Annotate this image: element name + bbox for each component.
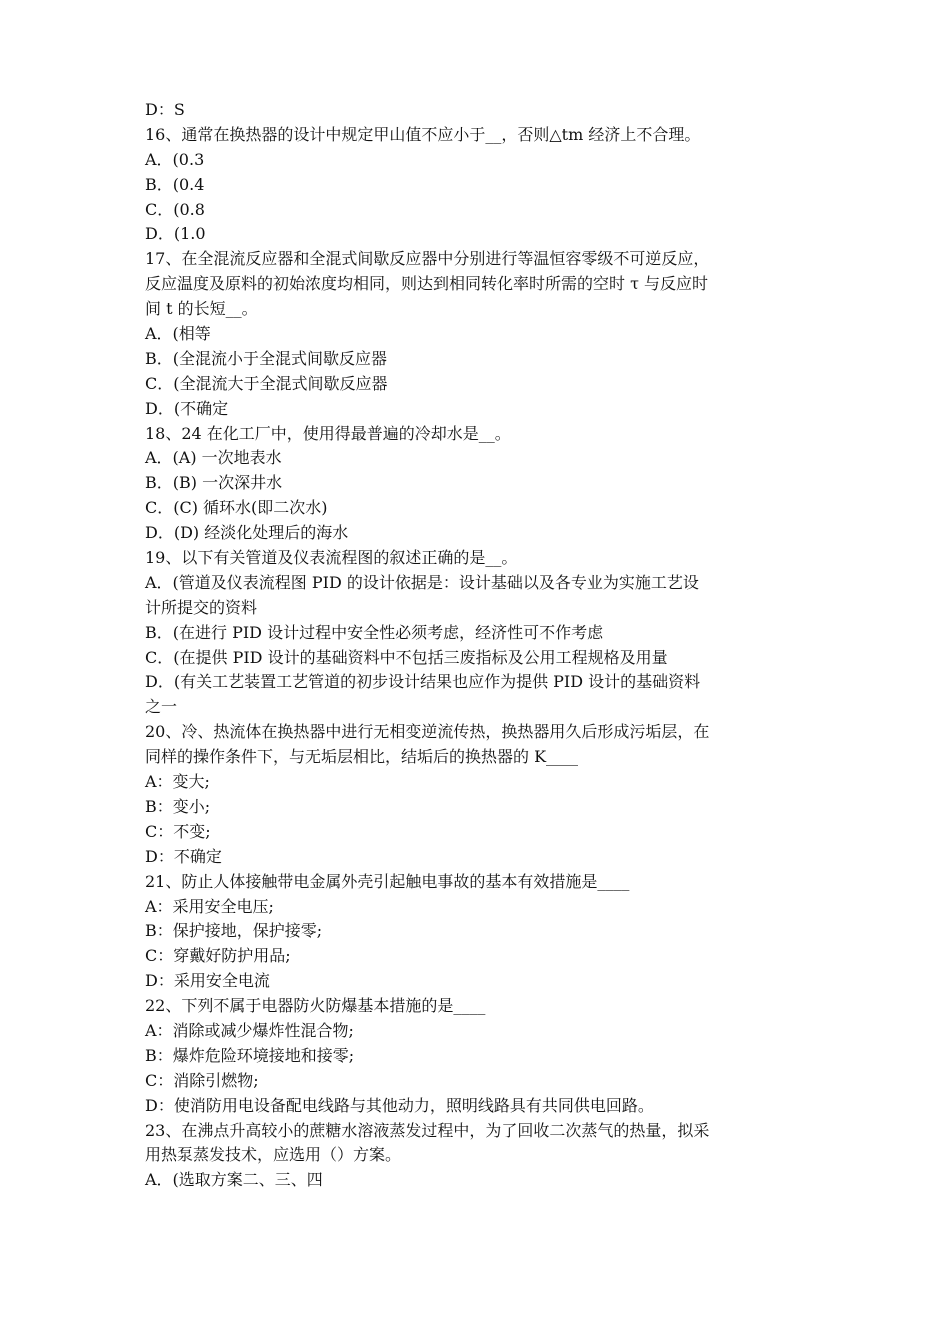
option-b: B．(0.4 [145, 174, 205, 194]
question-text: 用热泵蒸发技术，应选用（）方案。 [145, 1145, 402, 1165]
option-b: B．(在进行 PID 设计过程中安全性必须考虑，经济性可不作考虑 [145, 622, 604, 642]
option-a: A．(相等 [145, 324, 211, 344]
question-17 [145, 247, 815, 421]
question-text: 21、防止人体接触带电金属外壳引起触电事故的基本有效措施是____ [145, 871, 630, 891]
option-c: C：消除引燃物; [145, 1070, 259, 1090]
option-a: A．(管道及仪表流程图 PID 的设计依据是：设计基础以及各专业为实施工艺设 [145, 572, 699, 592]
option-c: C．(0.8 [145, 199, 205, 219]
option-b: B：爆炸危险环境接地和接零; [145, 1045, 355, 1065]
question-text: 20、冷、热流体在换热器中进行无相变逆流传热，换热器用久后形成污垢层，在 [145, 722, 710, 742]
option-a: A．(A) 一次地表水 [145, 448, 282, 468]
question-text: 22、下列不属于电器防火防爆基本措施的是____ [145, 996, 486, 1016]
question-16 [145, 123, 815, 247]
question-text: 间 t 的长短__。 [145, 299, 258, 319]
option-b: B．(B) 一次深井水 [145, 473, 283, 493]
document-body [145, 98, 815, 1193]
question-18 [145, 422, 815, 546]
question-23 [145, 1119, 815, 1194]
question-22 [145, 994, 815, 1118]
question-21 [145, 870, 815, 994]
question-text: 同样的操作条件下，与无垢层相比，结垢后的换热器的 K____ [145, 747, 579, 767]
option-d: D．(D) 经淡化处理后的海水 [145, 523, 349, 543]
option-a: A．(0.3 [145, 149, 205, 169]
question-text: 19、以下有关管道及仪表流程图的叙述正确的是__。 [145, 548, 518, 568]
option-d: D：使消防用电设备配电线路与其他动力，照明线路具有共同供电回路。 [145, 1095, 654, 1115]
option-a: A：消除或减少爆炸性混合物; [145, 1020, 354, 1040]
question-text: 23、在沸点升高较小的蔗糖水溶液蒸发过程中，为了回收二次蒸气的热量，拟采 [145, 1120, 710, 1140]
option-d: D．(1.0 [145, 224, 206, 244]
option-a: A：采用安全电压; [145, 896, 274, 916]
option-d: D：采用安全电流 [145, 971, 270, 991]
option-b: B：变小; [145, 796, 211, 816]
option-c: C：不变; [145, 821, 211, 841]
question-19 [145, 546, 815, 720]
option-d-q15: D：S [145, 100, 185, 119]
option-a: A．(选取方案二、三、四 [145, 1170, 323, 1190]
question-text: 17、在全混流反应器和全混式间歇反应器中分别进行等温恒容零级不可逆反应， [145, 249, 710, 269]
option-c: C：穿戴好防护用品; [145, 946, 291, 966]
question-text: 反应温度及原料的初始浓度均相同，则达到相同转化率时所需的空时 τ 与反应时 [145, 274, 709, 294]
question-20 [145, 720, 815, 869]
option-b: B．(全混流小于全混式间歇反应器 [145, 348, 388, 368]
option-c: C．(C) 循环水(即二次水) [145, 498, 328, 518]
question-text: 16、通常在换热器的设计中规定甲山值不应小于__，否则△tm 经济上不合理。 [145, 124, 701, 144]
option-a: A：变大; [145, 772, 210, 792]
option-d: D．(有关工艺装置工艺管道的初步设计结果也应作为提供 PID 设计的基础资料 [145, 672, 701, 692]
question-text: 18、24 在化工厂中，使用得最普遍的冷却水是__。 [145, 423, 511, 443]
option-d: D．(不确定 [145, 398, 229, 418]
option-b: B：保护接地，保护接零; [145, 921, 323, 941]
option-d-continued: 之一 [145, 697, 178, 717]
option-a-continued: 计所提交的资料 [145, 597, 258, 617]
option-d: D：不确定 [145, 846, 222, 866]
option-c: C．(在提供 PID 设计的基础资料中不包括三废指标及公用工程规格及用量 [145, 647, 668, 667]
option-c: C．(全混流大于全混式间歇反应器 [145, 373, 388, 393]
